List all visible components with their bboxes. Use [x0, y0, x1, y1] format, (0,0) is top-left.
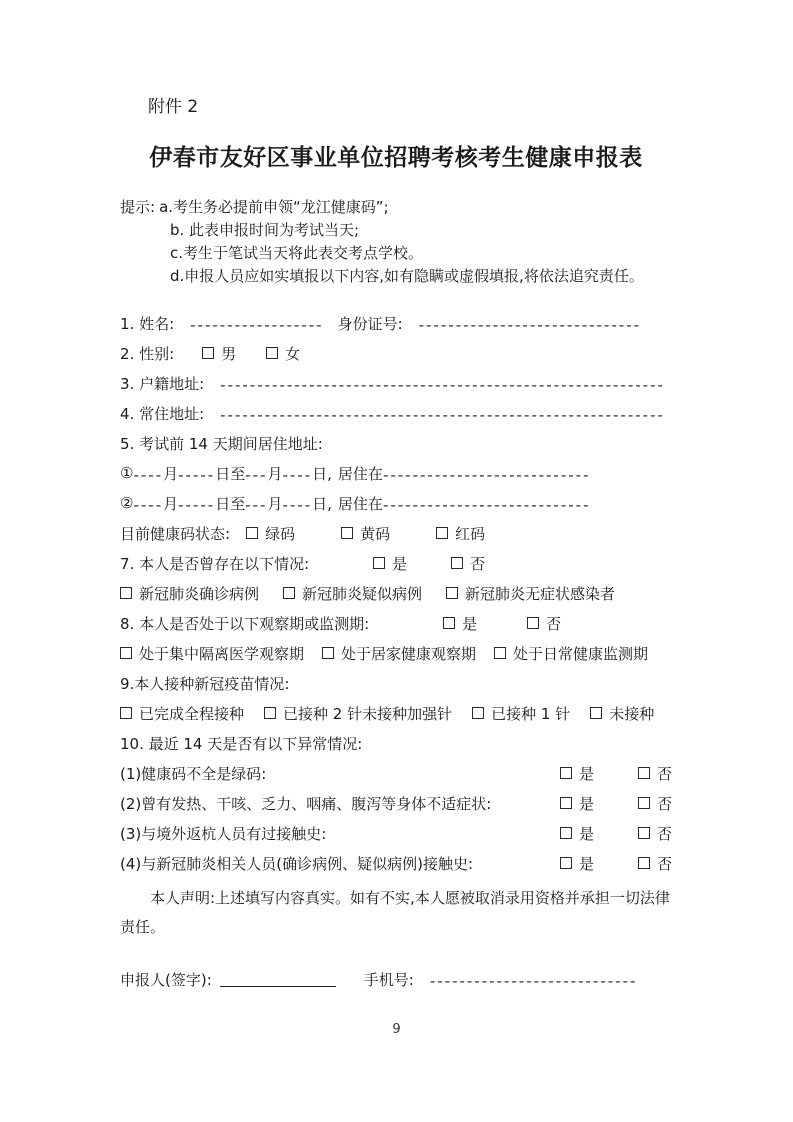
q8-row	[120, 608, 672, 638]
q7-options-row	[120, 578, 672, 608]
q8-option-daily	[494, 643, 648, 664]
q10-item-2-no-option	[638, 793, 672, 814]
period-1-month-label: 月	[163, 464, 179, 483]
checkbox-home-observation[interactable]	[322, 647, 334, 659]
gender-option-male	[202, 343, 236, 364]
checkbox-male[interactable]	[202, 347, 214, 359]
q10-item-3-yes-option	[560, 823, 594, 844]
two-doses-no-booster-label: 已接种 2 针未接种加强针	[283, 704, 453, 723]
health-code-row	[120, 518, 672, 548]
home-observation-label: 处于居家健康观察期	[341, 644, 477, 663]
tips-block	[120, 196, 672, 288]
q9-label-row	[120, 668, 672, 698]
asymptomatic-case-label: 新冠肺炎无症状感染者	[465, 584, 616, 603]
checkbox-two-doses-no-booster[interactable]	[264, 707, 276, 719]
period-2-day-to-blank[interactable]: ----	[282, 496, 313, 514]
period-2-day-from-blank[interactable]: -----	[178, 496, 216, 514]
checkbox-yellow-code[interactable]	[341, 527, 353, 539]
male-label: 男	[221, 344, 237, 363]
q8-option-home	[322, 643, 476, 664]
q8-label: 8. 本人是否处于以下观察期或监测期:	[120, 614, 370, 633]
q7-row	[120, 548, 672, 578]
green-code-label: 绿码	[265, 524, 296, 543]
phone-label: 手机号:	[363, 970, 414, 989]
q8-option-centralized	[120, 643, 304, 664]
checkbox-q10-3-yes[interactable]	[560, 827, 572, 839]
period-2-place-blank[interactable]: ----------------------------	[382, 496, 591, 514]
q10-item-4-row	[120, 848, 672, 878]
gender-option-female	[266, 343, 300, 364]
checkbox-q10-1-no[interactable]	[638, 767, 650, 779]
checkbox-q10-1-yes[interactable]	[560, 767, 572, 779]
checkbox-green-code[interactable]	[246, 527, 258, 539]
signature-row	[120, 964, 672, 994]
id-number-blank[interactable]: ------------------------------	[418, 316, 642, 334]
name-id-row	[120, 308, 672, 338]
living-address-label: 5. 考试前 14 天期间居住地址:	[120, 434, 323, 453]
checkbox-q10-3-no[interactable]	[638, 827, 650, 839]
q7-label: 7. 本人是否曾存在以下情况:	[120, 554, 310, 573]
q10-3-yes-label: 是	[579, 824, 595, 843]
residence-address-label: 4. 常住地址:	[120, 404, 205, 423]
q10-label-row	[120, 728, 672, 758]
q9-label: 9.本人接种新冠疫苗情况:	[120, 674, 290, 693]
gender-row	[120, 338, 672, 368]
q7-option-confirmed	[120, 583, 259, 604]
q10-item-1-label: (1)健康码不全是绿码:	[120, 764, 267, 783]
hukou-address-row	[120, 368, 672, 398]
declaration-text: 本人声明:上述填写内容真实。如有不实,本人愿被取消录用资格并承担一切法律责任。	[120, 889, 670, 936]
checkbox-q7-no[interactable]	[451, 557, 463, 569]
checkbox-q7-yes[interactable]	[373, 557, 385, 569]
one-dose-label: 已接种 1 针	[491, 704, 571, 723]
checkbox-female[interactable]	[266, 347, 278, 359]
fully-vaccinated-label: 已完成全程接种	[139, 704, 245, 723]
period-2-month-label: 月	[163, 494, 179, 513]
period-2-month-to-blank[interactable]: ---	[245, 496, 268, 514]
form-body	[120, 308, 672, 994]
health-code-option-red	[436, 523, 485, 544]
q10-item-3-row	[120, 818, 672, 848]
period-1-month2-label: 月	[267, 464, 283, 483]
health-code-label: 目前健康码状态:	[120, 524, 231, 543]
period-row-1	[120, 458, 672, 488]
health-code-option-green	[246, 523, 295, 544]
period-row-2	[120, 488, 672, 518]
checkbox-daily-monitoring[interactable]	[494, 647, 506, 659]
checkbox-fully-vaccinated[interactable]	[120, 707, 132, 719]
period-1-month-from-blank[interactable]: ----	[133, 466, 164, 484]
hukou-address-label: 3. 户籍地址:	[120, 374, 205, 393]
q9-option-none	[590, 703, 654, 724]
signer-label: 申报人(签字):	[120, 970, 212, 989]
period-1-day-label: 日,	[312, 464, 332, 483]
period-1-number: ①	[120, 464, 134, 482]
q10-item-3-yes-no	[560, 823, 672, 844]
period-2-number: ②	[120, 494, 134, 512]
female-label: 女	[285, 344, 301, 363]
q10-item-3-label: (3)与境外返杭人员有过接触史:	[120, 824, 327, 843]
yellow-code-label: 黄码	[360, 524, 391, 543]
period-1-day-to-blank[interactable]: ----	[282, 466, 313, 484]
period-2-month2-label: 月	[267, 494, 283, 513]
q9-option-two-doses	[264, 703, 452, 724]
q7-option-asymptomatic	[446, 583, 615, 604]
health-code-option-yellow	[341, 523, 390, 544]
q10-item-2-yes-option	[560, 793, 594, 814]
checkbox-asymptomatic-case[interactable]	[446, 587, 458, 599]
checkbox-q8-yes[interactable]	[443, 617, 455, 629]
q10-1-yes-label: 是	[579, 764, 595, 783]
q8-no-option	[527, 613, 561, 634]
living-address-label-row	[120, 428, 672, 458]
q8-no-label: 否	[546, 614, 562, 633]
residence-address-row	[120, 398, 672, 428]
q9-option-full	[120, 703, 244, 724]
attachment-label: 附件 2	[148, 97, 199, 117]
q10-item-1-row	[120, 758, 672, 788]
phone-blank[interactable]: ----------------------------	[429, 972, 638, 990]
checkbox-q10-4-no[interactable]	[638, 857, 650, 869]
q10-item-2-label: (2)曾有发热、干咳、乏力、咽痛、腹泻等身体不适症状:	[120, 794, 492, 813]
period-1-live-label: 居住在	[337, 464, 383, 483]
q10-2-no-label: 否	[656, 794, 672, 813]
q10-item-4-yes-option	[560, 853, 594, 874]
centralized-quarantine-label: 处于集中隔离医学观察期	[139, 644, 305, 663]
q7-no-label: 否	[470, 554, 486, 573]
q7-yes-option	[373, 553, 407, 574]
q10-item-4-label: (4)与新冠肺炎相关人员(确诊病例、疑似病例)接触史:	[120, 854, 474, 873]
checkbox-one-dose[interactable]	[472, 707, 484, 719]
page-number: 9	[392, 1022, 401, 1037]
period-2-live-label: 居住在	[337, 494, 383, 513]
tip-line-b: b. 此表申报时间为考试当天;	[170, 221, 360, 239]
period-1-place-blank[interactable]: ----------------------------	[382, 466, 591, 484]
q10-item-1-no-option	[638, 763, 672, 784]
period-2-day-label: 日,	[312, 494, 332, 513]
q10-item-2-row	[120, 788, 672, 818]
period-1-to-label: 日至	[215, 464, 246, 483]
tips-prefix: 提示:	[120, 198, 156, 216]
q7-yes-label: 是	[392, 554, 408, 573]
checkbox-not-vaccinated[interactable]	[590, 707, 602, 719]
q10-4-yes-label: 是	[579, 854, 595, 873]
q9-option-one-dose	[472, 703, 570, 724]
tip-line-c: c.考生于笔试当天将此表交考点学校。	[170, 244, 424, 262]
daily-monitoring-label: 处于日常健康监测期	[513, 644, 649, 663]
checkbox-q10-2-no[interactable]	[638, 797, 650, 809]
q10-item-4-no-option	[638, 853, 672, 874]
q10-item-2-yes-no	[560, 793, 672, 814]
hukou-address-blank[interactable]: ------------------------------------------------------------	[220, 376, 665, 394]
q10-item-4-yes-no	[560, 853, 672, 874]
tip-text-a: a.考生务必提前申领“龙江健康码”;	[159, 198, 389, 216]
confirmed-case-label: 新冠肺炎确诊病例	[139, 584, 260, 603]
q7-option-suspected	[283, 583, 422, 604]
red-code-label: 红码	[455, 524, 486, 543]
q9-options-row	[120, 698, 672, 728]
checkbox-suspected-case[interactable]	[283, 587, 295, 599]
period-2-to-label: 日至	[215, 494, 246, 513]
tip-line-d: d.申报人员应如实填报以下内容,如有隐瞒或虚假填报,将依法追究责任。	[170, 267, 644, 285]
q10-item-1-yes-no	[560, 763, 672, 784]
q8-yes-option	[443, 613, 477, 634]
q10-2-yes-label: 是	[579, 794, 595, 813]
page-title: 伊春市友好区事业单位招聘考核考生健康申报表	[149, 145, 643, 171]
q10-item-3-no-option	[638, 823, 672, 844]
not-vaccinated-label: 未接种	[609, 704, 655, 723]
q10-label: 10. 最近 14 天是否有以下异常情况:	[120, 734, 363, 753]
q10-1-no-label: 否	[656, 764, 672, 783]
tip-line-a	[120, 196, 672, 219]
q10-3-no-label: 否	[656, 824, 672, 843]
checkbox-red-code[interactable]	[436, 527, 448, 539]
residence-address-blank[interactable]: ------------------------------------------------------------	[220, 406, 665, 424]
checkbox-q10-4-yes[interactable]	[560, 857, 572, 869]
period-1-day-from-blank[interactable]: -----	[178, 466, 216, 484]
q7-no-option	[451, 553, 485, 574]
checkbox-q10-2-yes[interactable]	[560, 797, 572, 809]
q10-item-1-yes-option	[560, 763, 594, 784]
q8-yes-label: 是	[462, 614, 478, 633]
period-1-month-to-blank[interactable]: ---	[245, 466, 268, 484]
checkbox-confirmed-case[interactable]	[120, 587, 132, 599]
signature-line[interactable]	[220, 971, 336, 987]
checkbox-centralized-quarantine[interactable]	[120, 647, 132, 659]
id-number-label: 身份证号:	[337, 314, 403, 333]
suspected-case-label: 新冠肺炎疑似病例	[302, 584, 423, 603]
q8-options-row	[120, 638, 672, 668]
period-2-month-from-blank[interactable]: ----	[133, 496, 164, 514]
gender-label: 2. 性别:	[120, 344, 175, 363]
name-label: 1. 姓名:	[120, 314, 175, 333]
name-blank[interactable]: ------------------	[190, 316, 324, 334]
q10-4-no-label: 否	[656, 854, 672, 873]
checkbox-q8-no[interactable]	[527, 617, 539, 629]
